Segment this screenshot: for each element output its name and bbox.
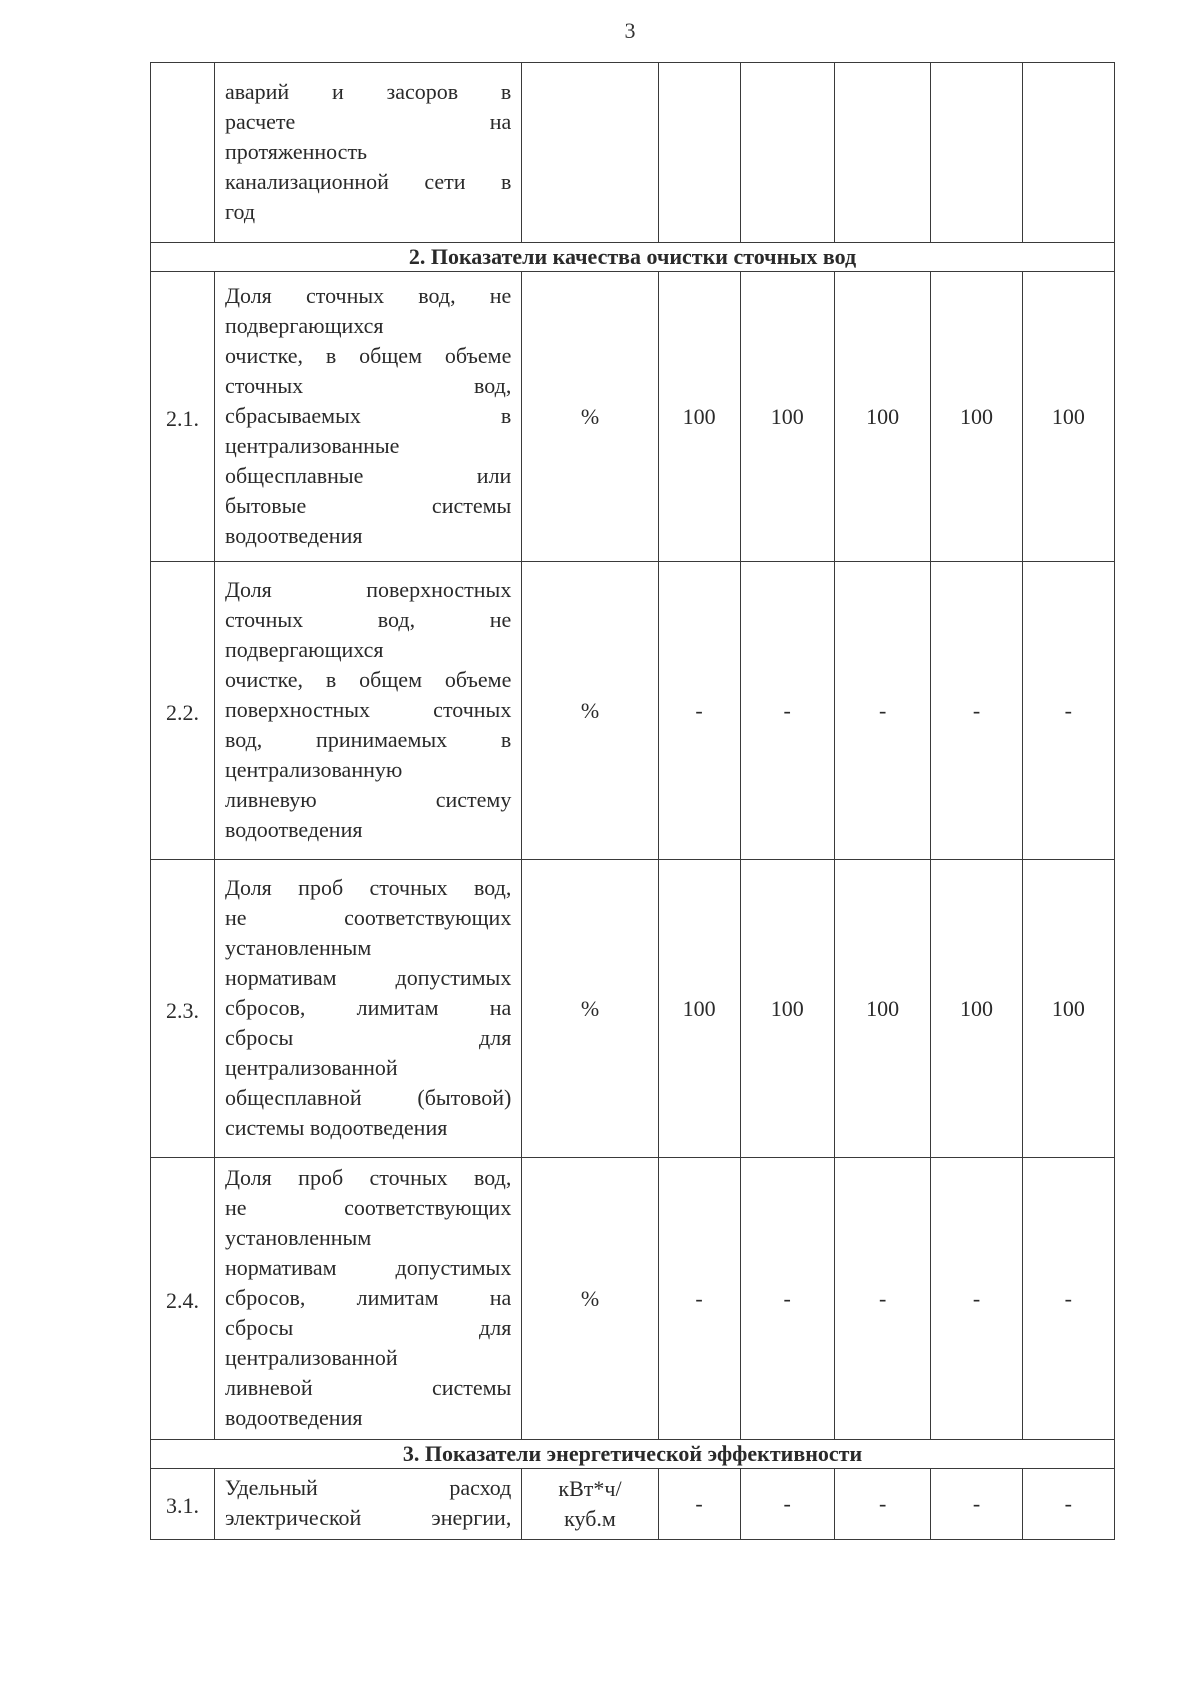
description-line: общесплавной (бытовой) [224, 1084, 512, 1110]
description-line: общесплавные или [224, 462, 512, 488]
description-line: очистке, в общем объеме [224, 666, 512, 692]
description-line: Удельный расход [224, 1475, 512, 1500]
value-cell: 100 [740, 860, 834, 1158]
description-line: Доля проб сточных вод, [224, 874, 512, 900]
row-number-cell [151, 63, 215, 243]
description-line: установленным [224, 934, 372, 960]
value-cell: - [1022, 1158, 1114, 1440]
description-line: централизованные [224, 432, 400, 458]
indicator-description [214, 562, 521, 860]
value-cell: - [658, 1158, 740, 1440]
unit-cell: % [522, 860, 658, 1158]
section-header-3: 3. Показатели энергетической эффективности [151, 1440, 1115, 1469]
row-number: 2.4. [151, 1158, 215, 1440]
description-line: протяженность [224, 138, 368, 164]
row-number: 3.1. [151, 1469, 215, 1540]
indicator-description [214, 272, 521, 562]
unit-cell [522, 1469, 658, 1540]
value-cell: - [834, 1158, 931, 1440]
description-line: ливневую систему [224, 786, 512, 812]
value-cell: 100 [740, 272, 834, 562]
value-cell: - [931, 562, 1022, 860]
description-line: канализационной сети в [224, 168, 512, 194]
description-line: поверхностных сточных [224, 696, 512, 722]
table-row-2-3 [151, 860, 1115, 1158]
description-line: не соответствующих [224, 1194, 512, 1220]
description-line: централизованную [224, 756, 403, 782]
description-line: нормативам допустимых [224, 1254, 512, 1280]
description-line: сточных вод, не [224, 606, 512, 632]
table-row-2-4 [151, 1158, 1115, 1440]
description-line: Доля поверхностных [224, 576, 512, 602]
unit-line: кВт*ч/ [558, 1476, 622, 1501]
row-number: 2.1. [151, 272, 215, 562]
unit-cell [522, 63, 658, 243]
section-header-row [151, 1440, 1115, 1469]
indicator-description [214, 1469, 521, 1540]
value-cell [740, 63, 834, 243]
value-cell: - [834, 1469, 931, 1540]
description-line: водоотведения [224, 522, 363, 548]
value-cell: - [1022, 1469, 1114, 1540]
description-line: очистке, в общем объеме [224, 342, 512, 368]
value-cell: - [740, 562, 834, 860]
description-line: бытовые системы [224, 492, 512, 518]
description-line: электрической энергии, [224, 1505, 512, 1530]
unit-cell: % [522, 272, 658, 562]
description-line: не соответствующих [224, 904, 512, 930]
description-line: год [224, 198, 256, 224]
table-row-continuation [151, 63, 1115, 243]
description-line: сбросы для [224, 1314, 512, 1340]
value-cell: 100 [931, 272, 1022, 562]
section-header-2: 2. Показатели качества очистки сточных вод [151, 243, 1115, 272]
value-cell: 100 [1022, 272, 1114, 562]
value-cell: - [740, 1469, 834, 1540]
description-line: Доля сточных вод, не [224, 282, 512, 308]
value-cell [1022, 63, 1114, 243]
description-line: аварий и засоров в [224, 78, 512, 104]
description-line: нормативам допустимых [224, 964, 512, 990]
description-line: подвергающихся [224, 312, 384, 338]
description-line: водоотведения [224, 816, 363, 842]
indicator-description [214, 63, 521, 243]
table-row-3-1 [151, 1469, 1115, 1540]
value-cell [658, 63, 740, 243]
description-line: установленным [224, 1224, 372, 1250]
value-cell [931, 63, 1022, 243]
value-cell: - [834, 562, 931, 860]
indicators-table [150, 62, 1115, 1540]
indicator-description [214, 860, 521, 1158]
description-line: ливневой системы [224, 1374, 512, 1400]
description-line: расчете на [224, 108, 512, 134]
value-cell: - [931, 1469, 1022, 1540]
description-line: Доля проб сточных вод, [224, 1164, 512, 1190]
value-cell: 100 [1022, 860, 1114, 1158]
description-line: сбросов, лимитам на [224, 1284, 512, 1310]
value-cell: - [931, 1158, 1022, 1440]
description-line: сбросы для [224, 1024, 512, 1050]
value-cell: 100 [834, 272, 931, 562]
description-line: сбрасываемых в [224, 402, 512, 428]
value-cell: - [658, 1469, 740, 1540]
unit-cell: % [522, 1158, 658, 1440]
description-line: вод, принимаемых в [224, 726, 512, 752]
description-line: сточных вод, [224, 372, 512, 398]
value-cell: 100 [834, 860, 931, 1158]
section-header-row [151, 243, 1115, 272]
row-number: 2.3. [151, 860, 215, 1158]
table-row-2-2 [151, 562, 1115, 860]
value-cell: - [658, 562, 740, 860]
value-cell [834, 63, 931, 243]
table-row-2-1 [151, 272, 1115, 562]
value-cell: 100 [931, 860, 1022, 1158]
description-line: сбросов, лимитам на [224, 994, 512, 1020]
unit-cell: % [522, 562, 658, 860]
value-cell: 100 [658, 272, 740, 562]
indicator-description [214, 1158, 521, 1440]
unit-line: куб.м [564, 1506, 616, 1531]
value-cell: - [740, 1158, 834, 1440]
row-number: 2.2. [151, 562, 215, 860]
page-number: 3 [624, 18, 636, 43]
description-line: подвергающихся [224, 636, 384, 662]
description-line: централизованной [224, 1054, 398, 1080]
value-cell: 100 [658, 860, 740, 1158]
value-cell: - [1022, 562, 1114, 860]
description-line: водоотведения [224, 1404, 363, 1430]
description-line: централизованной [224, 1344, 398, 1370]
description-line: системы водоотведения [224, 1114, 448, 1140]
